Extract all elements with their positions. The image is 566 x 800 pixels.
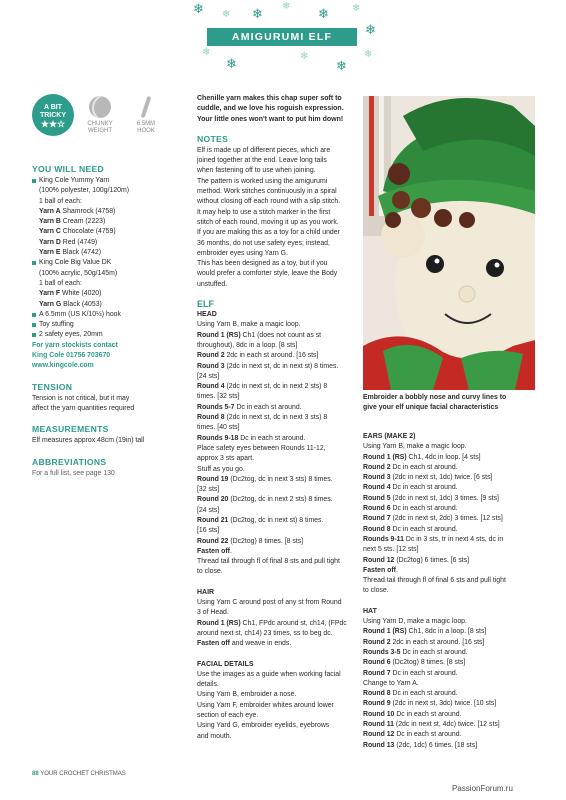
instruction-line	[363, 699, 535, 709]
stockists-line-1: For yarn stockists contact	[32, 341, 118, 349]
round-label: Round 4	[197, 383, 225, 391]
round-label: Round 21	[197, 516, 229, 524]
snowflake-icon: ❄	[300, 51, 309, 62]
instruction-text: around next st, ch14) 23 times, ss to beg dc.	[197, 629, 333, 637]
instruction-line	[363, 566, 535, 576]
round-label: Round 6	[363, 659, 391, 667]
instruction-text: Dc in each st around.	[238, 434, 306, 442]
instruction-text: Thread tail through fl of final 6 sts and pull tight	[363, 577, 506, 585]
materials-bullet: 2 safety eyes, 20mm	[32, 330, 184, 340]
instruction-text: Dc in 3 sts, tr in next 4 sts, dc in	[403, 535, 504, 543]
instruction-text: Stuff as you go.	[197, 465, 245, 473]
materials-line: 1 ball of each:	[39, 279, 82, 287]
crochet-hook-icon	[141, 96, 152, 118]
round-label: Round 1 (RS)	[363, 628, 407, 636]
instruction-text: [24 sts]	[197, 372, 220, 380]
instruction-line	[197, 537, 353, 547]
instruction-text: Dc in each st around.	[390, 669, 458, 677]
materials-bullet: Toy stuffing	[32, 320, 184, 330]
instruction-text: (2dc in next st, 4dc) twice. [12 sts]	[394, 721, 500, 729]
instruction-text: 3 of Head.	[197, 609, 229, 617]
yarn-colour: Black (4053)	[61, 300, 102, 308]
head-instructions	[197, 320, 353, 577]
difficulty-badge	[32, 94, 74, 136]
round-label: Round 20	[197, 496, 229, 504]
yarn-line	[32, 217, 184, 227]
instruction-line	[197, 320, 353, 330]
instruction-line	[197, 413, 353, 423]
instruction-text: .	[395, 566, 398, 574]
instruction-line	[363, 535, 535, 545]
notes-line: method. Work stitches continuously in a spiral	[197, 188, 337, 196]
watermark: PassionForum.ru	[452, 784, 513, 793]
notes-line: 36 months, do not use safety eyes; instead,	[197, 239, 330, 247]
yarn-line	[32, 300, 184, 310]
notes-line: The pattern is worked using the amigurumi	[197, 177, 328, 185]
notes-line: when fastening off to use when joining.	[197, 167, 316, 175]
ears-heading: EARS (MAKE 2)	[363, 433, 416, 440]
yarn-code: Yarn B	[39, 218, 61, 226]
instruction-text: [32 sts]	[197, 486, 220, 494]
instruction-line	[197, 465, 353, 475]
instruction-line	[197, 557, 353, 567]
round-label: Round 6	[363, 505, 391, 513]
instruction-line	[197, 403, 353, 413]
magazine-name: YOUR CROCHET CHRISTMAS	[40, 771, 126, 777]
snowflake-icon: ❄	[336, 59, 347, 74]
intro-line: Chenille yarn makes this chap super soft to	[197, 95, 342, 102]
abbreviations-text: For a full list, see page 130	[32, 469, 115, 477]
hook-size-label-b: HOOK	[137, 128, 155, 134]
instruction-text: (Dc2tog) 8 times. [8 sts]	[228, 537, 304, 545]
instruction-line	[197, 567, 353, 577]
instruction-text: (2dc in next st, 2dc) 3 times. [12 sts]	[390, 515, 503, 523]
instruction-line	[363, 720, 535, 730]
snowflake-icon: ❄	[365, 23, 376, 38]
yarn-colour: Cream (2223)	[60, 218, 106, 226]
yarn-code: Yarn A	[39, 207, 61, 215]
elf-photo-illustration	[363, 96, 535, 390]
round-label: Round 8	[363, 690, 391, 698]
instruction-line	[363, 504, 535, 514]
notes-line: embroider eyes using Yarn G.	[197, 249, 288, 257]
instruction-line	[363, 463, 535, 473]
instruction-line	[197, 454, 353, 464]
instruction-text: .	[229, 547, 232, 555]
round-label: Fasten off	[363, 566, 396, 574]
instruction-text: Using Yarn C around post of any st from Round	[197, 599, 342, 607]
instruction-text: Dc in each st around.	[390, 525, 458, 533]
hook-size-label-a: 6.5MM	[136, 121, 156, 127]
instruction-line	[363, 514, 535, 524]
round-label: Round 1 (RS)	[363, 453, 407, 461]
yarn-code: Yarn G	[39, 300, 62, 308]
intro-line: Your little ones won't want to put him down!	[197, 115, 344, 123]
instruction-text: Dc in each st around.	[390, 690, 458, 698]
materials-bullet: King Cole Big Value DK	[32, 258, 184, 268]
instruction-line	[197, 629, 353, 639]
instruction-text: Ch1, 4dc in loop. [4 sts]	[406, 453, 481, 461]
caption-line: Embroider a bobbly nose and curvy lines to	[363, 394, 507, 401]
round-label: Round 10	[363, 710, 395, 718]
instruction-text: (Dc2tog) 6 times. [6 sts]	[394, 556, 470, 564]
instruction-text: (Dc2tog, dc in next st) 8 times.	[228, 516, 324, 524]
notes-line: unstuffed.	[197, 280, 228, 288]
materials-list	[32, 176, 184, 341]
hair-instructions	[197, 598, 353, 649]
instruction-line	[197, 362, 353, 372]
instruction-line	[363, 638, 535, 648]
round-label: Rounds 5-7	[197, 403, 235, 411]
round-label: Fasten off	[197, 640, 230, 648]
round-label: Round 8	[363, 525, 391, 533]
instruction-line	[197, 423, 353, 433]
notes-line: This has been designed as a toy, but if you	[197, 260, 328, 268]
round-label: Round 2	[363, 463, 391, 471]
instruction-line	[197, 382, 353, 392]
instruction-line	[197, 485, 353, 495]
instruction-line	[363, 586, 535, 596]
facial-details-heading: FACIAL DETAILS	[197, 660, 254, 668]
instruction-line	[197, 516, 353, 526]
instruction-text: times. [32 sts]	[197, 393, 240, 401]
elf-photo	[363, 96, 535, 390]
instruction-line	[363, 627, 535, 637]
round-label: Round 5	[363, 494, 391, 502]
yarn-line	[32, 289, 184, 299]
instruction-text: Dc in each st around.	[394, 710, 462, 718]
round-label: Round 4	[363, 484, 391, 492]
page-footer	[32, 771, 126, 777]
hair-heading: HAIR	[197, 588, 215, 596]
snowflake-icon: ❄	[282, 1, 291, 12]
round-label: Round 1 (RS)	[197, 619, 241, 627]
materials-line: 1 ball of each:	[39, 197, 82, 205]
instruction-text: Dc in each st around.	[400, 648, 468, 656]
round-label: Round 9	[363, 700, 391, 708]
round-label: Round 2	[197, 352, 225, 360]
notes-line: without closing off each round with a slip stitch.	[197, 198, 341, 206]
snowflake-icon: ❄	[252, 7, 263, 22]
instruction-text: (2dc in next st, dc in next 2 sts) 8	[224, 383, 328, 391]
instruction-text: Dc in each st around.	[390, 484, 458, 492]
instruction-text: Thread tail through fl of final 8 sts and pull tight	[197, 558, 340, 566]
instruction-line	[363, 741, 535, 751]
caption-line: give your elf unique facial characteristics	[363, 404, 499, 411]
instruction-text: (Dc2tog, dc in next 3 sts) 8 times.	[228, 475, 333, 483]
facial-line: Using Yard G, embroider eyelids, eyebrows	[197, 722, 330, 730]
instruction-line	[363, 658, 535, 668]
round-label: Round 11	[363, 721, 395, 729]
instruction-text: 2dc in each st around. [16 sts]	[224, 352, 319, 360]
abbreviations-heading: ABBREVIATIONS	[32, 456, 107, 467]
yarn-line	[32, 238, 184, 248]
instruction-text: (2dc in next st, 1dc) twice. [6 sts]	[390, 474, 493, 482]
notes-line: stitch of each round, moving it up as you work.	[197, 218, 339, 226]
yarn-colour: White (4020)	[60, 290, 102, 298]
snowflake-icon: ❄	[364, 49, 373, 60]
notes-line: joined together at the end. Leave long tails	[197, 157, 327, 165]
instruction-text: (2dc in next st, dc in next st) 8 times.	[224, 362, 339, 370]
instruction-line	[197, 444, 353, 454]
instruction-line	[197, 526, 353, 536]
hook-size-meta	[126, 94, 166, 135]
yarn-colour: Black (4742)	[60, 249, 102, 257]
tension-text-1: Tension is not critical, but it may	[32, 394, 130, 402]
instruction-line	[197, 392, 353, 402]
instruction-text: to close.	[363, 587, 389, 595]
instruction-line	[197, 495, 353, 505]
instruction-line	[197, 434, 353, 444]
round-label: Rounds 9-18	[197, 434, 239, 442]
round-label: Fasten off	[197, 547, 230, 555]
round-label: Rounds 3-5	[363, 648, 401, 656]
instruction-line	[363, 525, 535, 535]
yarn-weight-meta	[80, 94, 120, 135]
facial-line: details.	[197, 681, 219, 689]
you-will-need-heading: YOU WILL NEED	[32, 164, 105, 174]
hat-heading: HAT	[363, 607, 377, 615]
round-label: Round 22	[197, 537, 229, 545]
instruction-text: [16 sts]	[197, 527, 220, 535]
yarn-weight-label-b: WEIGHT	[88, 128, 112, 134]
yarn-line	[32, 207, 184, 217]
instruction-text: Change to Yarn A.	[363, 679, 419, 687]
instruction-text: Using Yarn B, make a magic loop.	[197, 321, 301, 329]
photo-caption	[363, 393, 533, 413]
difficulty-line2: TRICKY	[39, 112, 67, 119]
instruction-text: (2dc in next st, dc in next 3 sts) 8	[224, 414, 328, 422]
instruction-line	[197, 608, 353, 618]
yarn-colour: Shamrock (4758)	[60, 207, 116, 215]
yarn-line	[32, 248, 184, 258]
instruction-text: and weave in ends.	[229, 640, 292, 648]
yarn-code: Yarn D	[39, 238, 61, 246]
instruction-line	[363, 689, 535, 699]
facial-line: and mouth.	[197, 732, 232, 740]
right-column	[363, 432, 535, 751]
instruction-line	[197, 598, 353, 608]
instruction-line	[363, 556, 535, 566]
facial-details-instructions	[197, 670, 353, 742]
difficulty-stars-icon: ★★☆	[40, 119, 66, 129]
round-label: Round 3	[197, 362, 225, 370]
instruction-text: (2dc in next st, 3dc) twice. [10 sts]	[390, 700, 497, 708]
instruction-line	[363, 453, 535, 463]
facial-line: Using Yarn F, embroider whites around lower	[197, 701, 334, 709]
instruction-line	[197, 475, 353, 485]
measurements-text: Elf measures approx 48cm (19in) tall	[32, 437, 145, 445]
instruction-text: Dc in each st around.	[394, 731, 462, 739]
instruction-line	[363, 710, 535, 720]
hat-instructions	[363, 617, 535, 751]
yarn-code: Yarn C	[39, 228, 61, 236]
yarn-colour: Chocolate (4759)	[60, 228, 116, 236]
facial-line: section of each eye.	[197, 712, 259, 720]
materials-bullet: King Cole Yummy Yarn	[32, 176, 184, 186]
round-label: Round 1 (RS)	[197, 331, 241, 339]
instruction-line	[363, 679, 535, 689]
yarn-colour: Red (4749)	[60, 238, 98, 246]
instruction-line	[197, 639, 353, 649]
round-label: Round 7	[363, 515, 391, 523]
instruction-line	[363, 669, 535, 679]
instruction-text: (Dc2tog) 8 times. [8 sts]	[390, 659, 466, 667]
yarn-ball-icon	[89, 96, 111, 118]
instruction-line	[363, 617, 535, 627]
snowflake-icon: ❄	[222, 9, 231, 20]
round-label: Round 2	[363, 638, 391, 646]
notes-line: Elf is made up of different pieces, which are	[197, 146, 331, 154]
instruction-text: Using Yarn B, make a magic loop.	[363, 443, 467, 451]
snowflake-icon: ❄	[226, 57, 237, 72]
head-heading: HEAD	[197, 311, 217, 319]
stockists-line-2: King Cole 01756 703670	[32, 352, 111, 360]
instruction-line	[363, 494, 535, 504]
instruction-line	[363, 473, 535, 483]
round-label: Round 12	[363, 731, 395, 739]
notes-line: If you are making this as a toy for a child under	[197, 229, 340, 237]
instruction-line	[197, 619, 353, 629]
instruction-line	[197, 351, 353, 361]
stockists-link[interactable]: www.kingcole.com	[32, 362, 94, 370]
materials-bullet: A 6.5mm (US K/10½) hook	[32, 310, 184, 320]
instruction-line	[363, 442, 535, 452]
instruction-text: Ch1 (does not count as st	[240, 331, 322, 339]
instruction-line	[363, 545, 535, 555]
instruction-line	[363, 483, 535, 493]
round-label: Round 7	[363, 669, 391, 677]
tension-heading: TENSION	[32, 381, 73, 392]
instruction-text: next 5 sts. [12 sts]	[363, 546, 419, 554]
instruction-line	[197, 547, 353, 557]
instruction-text: 2dc in each st around. [16 sts]	[390, 638, 485, 646]
snowflake-icon: ❄	[202, 47, 211, 58]
intro-line: cuddle, and we love his roguish expression.	[197, 105, 344, 113]
materials-line: (100% polyester, 100g/120m)	[39, 187, 130, 195]
instruction-line	[197, 372, 353, 382]
yarn-code: Yarn E	[39, 249, 61, 257]
instruction-line	[363, 576, 535, 586]
instruction-text: Using Yarn D, make a magic loop.	[363, 618, 467, 626]
notes-line: It may help to use a stitch marker in the first	[197, 208, 331, 216]
instruction-text: Dc in each st around.	[234, 403, 302, 411]
notes-heading: NOTES	[197, 133, 229, 144]
notes-text	[197, 146, 353, 290]
instruction-text: (2dc, 1dc) 6 times. [18 sts]	[394, 741, 478, 749]
round-label: Round 19	[197, 475, 229, 483]
yarn-line	[32, 227, 184, 237]
instruction-text: Place safety eyes between Rounds 11-12,	[197, 444, 326, 452]
yarn-code: Yarn F	[39, 290, 61, 298]
left-column	[32, 94, 184, 479]
snowflake-icon: ❄	[193, 2, 204, 17]
instruction-text: to close.	[197, 568, 223, 576]
instruction-text: Dc in each st around.	[390, 463, 458, 471]
notes-line: would prefer a comforter style, leave the Body	[197, 270, 338, 278]
measurements-heading: MEASUREMENTS	[32, 424, 109, 435]
page-number: 88	[32, 771, 39, 777]
instruction-text: Ch1, FPdc around st, ch14, (FPdc	[240, 619, 347, 627]
instruction-text: times. [40 sts]	[197, 424, 240, 432]
facial-line: Use the images as a guide when working facial	[197, 670, 341, 678]
instruction-line	[197, 331, 353, 341]
snowflake-icon: ❄	[318, 7, 329, 22]
instruction-text: (2dc in next st, 1dc) 3 times. [9 sts]	[390, 494, 499, 502]
difficulty-line1: A BIT	[43, 104, 63, 111]
tension-text-2: affect the yarn quantities required	[32, 404, 135, 412]
instruction-text: [24 sts]	[197, 506, 220, 514]
instruction-line	[197, 506, 353, 516]
round-label: Round 13	[363, 741, 395, 749]
elf-heading: ELF	[197, 299, 214, 310]
instruction-text: Dc in each st around.	[390, 505, 458, 513]
round-label: Round 3	[363, 474, 391, 482]
round-label: Round 12	[363, 556, 395, 564]
instruction-line	[363, 730, 535, 740]
snowflake-icon: ❄	[352, 3, 361, 14]
instruction-text: approx 3 sts apart.	[197, 455, 255, 463]
instruction-line	[363, 648, 535, 658]
instruction-text: throughout), 8dc in a loop. [8 sts]	[197, 341, 298, 349]
materials-line: (100% acrylic, 50g/145m)	[39, 269, 118, 277]
middle-column	[197, 94, 353, 742]
instruction-line	[197, 341, 353, 351]
round-label: Round 8	[197, 414, 225, 422]
instruction-text: (Dc2tog, dc in next 2 sts) 8 times.	[228, 496, 333, 504]
page-title: AMIGURUMI ELF	[207, 28, 357, 46]
skill-meta-row	[32, 94, 184, 154]
yarn-weight-label-a: CHUNKY	[87, 121, 113, 127]
facial-line: Using Yarn B, embroider a nose.	[197, 691, 297, 699]
instruction-text: Ch1, 8dc in a loop. [8 sts]	[406, 628, 487, 636]
ears-instructions	[363, 442, 535, 596]
round-label: Rounds 9-11	[363, 535, 404, 543]
